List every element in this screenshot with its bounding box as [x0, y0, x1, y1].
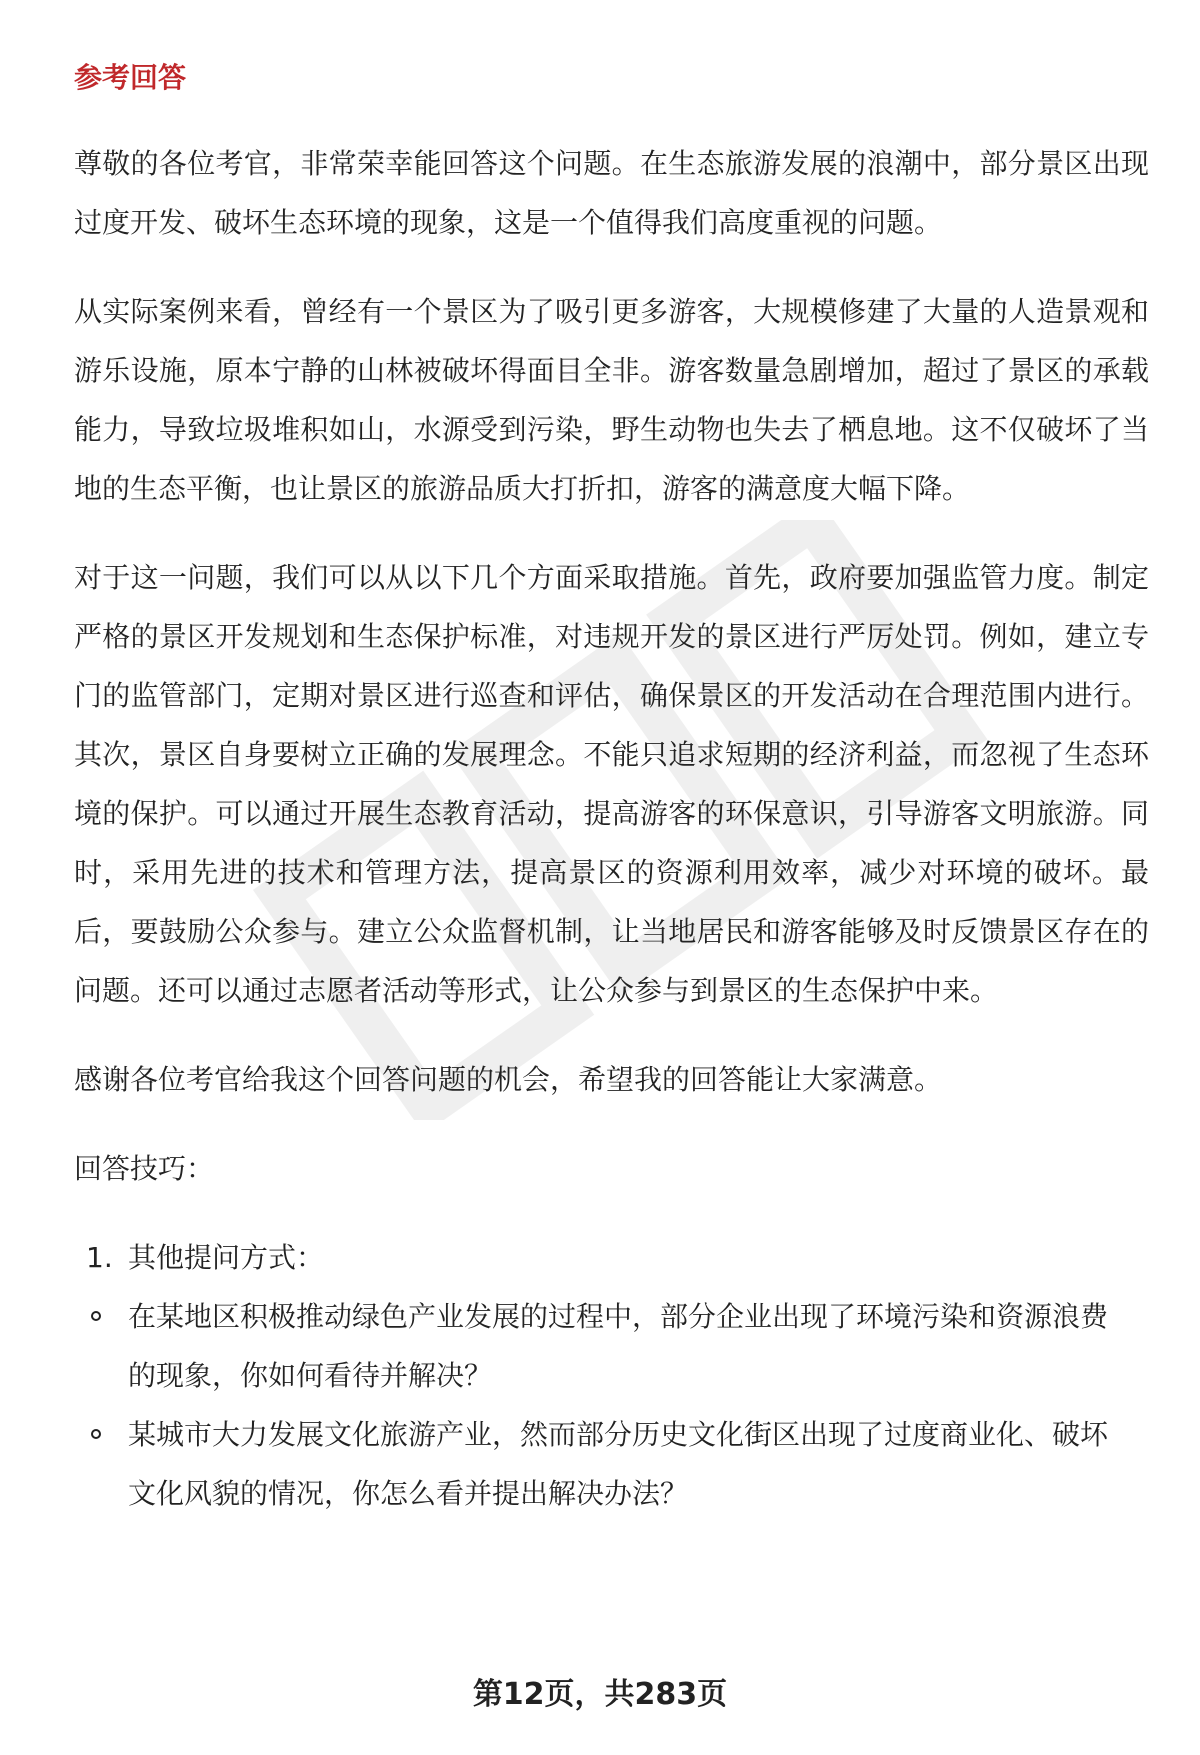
paragraph-intro: 尊敬的各位考官，非常荣幸能回答这个问题。在生态旅游发展的浪潮中，部分景区出现过度开发、破坏生态环境的现象，这是一个值得我们高度重视的问题。 — [74, 147, 1149, 239]
list-item-title: 其他提问方式： — [128, 1241, 325, 1274]
question-item — [74, 1287, 1128, 1405]
question-text: 某城市大力发展文化旅游产业，然而部分历史文化街区出现了过度商业化、破坏文化风貌的情况，你怎么看并提出解决办法？ — [128, 1418, 1109, 1510]
paragraph-measures: 对于这一问题，我们可以从以下几个方面采取措施。首先，政府要加强监管力度。制定严格的景区开发规划和生态保护标准，对违规开发的景区进行严厉处罚。例如，建立专门的监管部门，定期对景区进行巡查和评估，确保景区的开发活动在合理范围内进行。其次，景区自身要树立正确的发展理念。不能只追求短期的经济利益，而忽视了生态环境的保护。可以通过开展生态教育活动，提高游客的环保意识，引导游客文明旅游。同时，采用先进的技术和管理方法，提高景区的资源利用效率，减少对环境的破坏。最后，要鼓励公众参与。建立公众监督机制，让当地居民和游客能够及时反馈景区存在的问题。还可以通过志愿者活动等形式，让公众参与到景区的生态保护中来。 — [74, 561, 1149, 1007]
page-number-footer: 第12页，共283页 — [472, 1677, 728, 1712]
circle-bullet-icon — [91, 1311, 101, 1321]
circle-bullet-icon — [91, 1429, 101, 1439]
paragraph-closing: 感谢各位考官给我这个回答问题的机会，希望我的回答能让大家满意。 — [74, 1063, 943, 1096]
alternate-questions-list — [74, 1287, 1149, 1523]
question-item — [74, 1405, 1128, 1523]
list-number: 1. — [86, 1241, 113, 1274]
tips-label: 回答技巧： — [74, 1152, 215, 1185]
section-heading: 参考回答 — [74, 61, 187, 94]
question-text: 在某地区积极推动绿色产业发展的过程中，部分企业出现了环境污染和资源浪费的现象，你如何看待并解决？ — [128, 1300, 1109, 1392]
tips-list-item — [74, 1228, 1149, 1287]
document-page — [74, 58, 1149, 1523]
paragraph-case: 从实际案例来看，曾经有一个景区为了吸引更多游客，大规模修建了大量的人造景观和游乐设施，原本宁静的山林被破坏得面目全非。游客数量急剧增加，超过了景区的承载能力，导致垃圾堆积如山，水源受到污染，野生动物也失去了栖息地。这不仅破坏了当地的生态平衡，也让景区的旅游品质大打折扣，游客的满意度大幅下降。 — [74, 295, 1149, 505]
tips-list — [74, 1228, 1149, 1287]
